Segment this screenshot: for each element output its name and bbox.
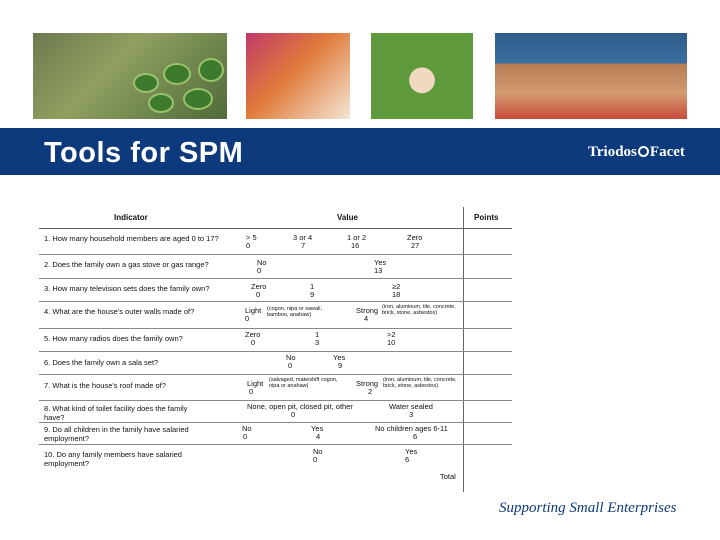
value-option: ≥2 18 xyxy=(392,282,401,299)
value-option: Zero 27 xyxy=(407,233,423,250)
table-row xyxy=(39,302,512,329)
value-option: No 0 xyxy=(242,424,252,441)
value-option: Strong 2 xyxy=(356,379,379,396)
header-points: Points xyxy=(474,213,499,222)
value-note: (cogon, nipa or sawali, bamboo, anahaw) xyxy=(267,306,323,318)
value-option: 1 9 xyxy=(310,282,315,299)
value-option: No 0 xyxy=(313,447,323,464)
value-option: Zero 0 xyxy=(245,330,261,347)
value-option: 1 or 2 16 xyxy=(347,233,367,250)
indicator-text: 1. How many household members are aged 0 to 17? xyxy=(44,234,219,243)
table-row xyxy=(39,401,512,423)
value-option: Yes 4 xyxy=(311,424,324,441)
indicator-text: 10. Do any family members have salaried employment? xyxy=(44,450,182,468)
value-option: None, open pit, closed pit, other 0 xyxy=(247,402,353,419)
table-row xyxy=(39,329,512,352)
melon-shape xyxy=(183,88,213,110)
table-row xyxy=(39,445,512,468)
value-option: 3 or 4 7 xyxy=(293,233,313,250)
table-row xyxy=(39,255,512,279)
photo-woman-with-textiles xyxy=(246,33,350,119)
total-label: Total xyxy=(440,472,456,481)
value-option: Yes 6 xyxy=(405,447,418,464)
value-option: Zero 0 xyxy=(251,282,267,299)
value-option: Light 0 xyxy=(245,306,262,323)
melon-shape xyxy=(133,73,159,93)
table-row xyxy=(39,279,512,302)
value-option: No 0 xyxy=(286,353,296,370)
indicator-text: 4. What are the house's outer walls made of? xyxy=(44,307,195,316)
table-header xyxy=(39,207,512,229)
melon-shape xyxy=(198,58,224,82)
indicator-text: 2. Does the family own a gas stove or gas range? xyxy=(44,260,209,269)
value-note: (iron, aluminum, tile, concrete, brick, stone, asbestos) xyxy=(382,304,456,316)
indicator-text: 9. Do all children in the family have salaried employment? xyxy=(44,425,189,443)
value-option: 1 3 xyxy=(315,330,320,347)
indicator-text: 6. Does the family own a sala set? xyxy=(44,358,159,367)
photo-hands-on-grass xyxy=(371,33,473,119)
value-option: Strong 4 xyxy=(356,306,379,323)
value-option: Light 0 xyxy=(247,379,264,396)
value-option: > 5 0 xyxy=(246,233,257,250)
value-note: (salvaged, makeshift cogon, nipa or anahaw) xyxy=(269,377,338,389)
indicator-text: 3. How many television sets does the family own? xyxy=(44,284,210,293)
tagline: Supporting Small Enterprises xyxy=(499,500,677,516)
value-option: No children ages 6-11 6 xyxy=(375,424,448,441)
value-option: Yes 9 xyxy=(333,353,346,370)
photo-smiling-children xyxy=(495,33,687,119)
table-row xyxy=(39,375,512,401)
value-option: Water sealed 3 xyxy=(389,402,433,419)
brand-logo xyxy=(588,144,685,161)
header-value: Value xyxy=(337,213,358,222)
poverty-scorecard-table xyxy=(39,207,512,492)
melon-shape xyxy=(163,63,191,85)
melon-shape xyxy=(148,93,174,113)
header-indicator: Indicator xyxy=(114,213,148,222)
value-note: (iron, aluminum, tile, concrete, brick, stone, asbestos) xyxy=(383,377,457,389)
brand-right-word: Facet xyxy=(649,144,685,160)
table-row xyxy=(39,352,512,375)
globe-icon xyxy=(638,146,649,157)
table-row xyxy=(39,423,512,445)
indicator-text: 7. What is the house's roof made of? xyxy=(44,381,166,390)
slide-title: Tools for SPM xyxy=(44,137,244,169)
value-option: >2 10 xyxy=(387,330,396,347)
indicator-text: 8. What kind of toilet facility does the family have? xyxy=(44,404,188,422)
photo-vendor-with-melons xyxy=(33,33,227,119)
brand-left-word: Triodos xyxy=(588,144,637,160)
value-option: Yes 13 xyxy=(374,258,387,275)
table-row xyxy=(39,229,512,255)
value-option: No 0 xyxy=(257,258,267,275)
indicator-text: 5. How many radios does the family own? xyxy=(44,334,183,343)
